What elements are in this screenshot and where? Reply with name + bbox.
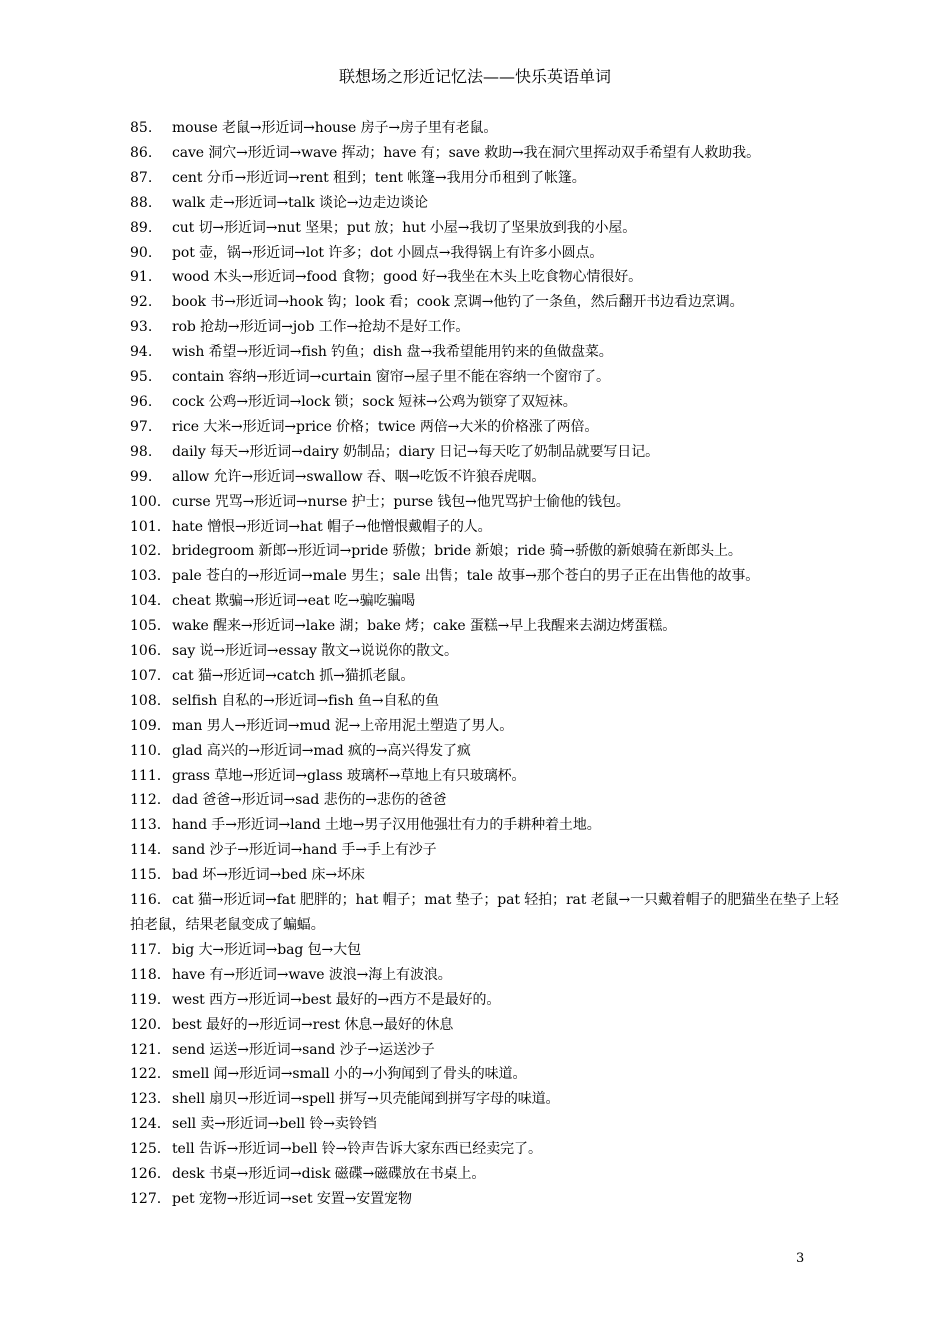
entry-text: man 男人→形近词→mud 泥→上帝用泥土塑造了男人。	[172, 717, 514, 734]
page-number: 3	[796, 1251, 805, 1266]
entry-text: shell 扇贝→形近词→spell 拼写→贝壳能闻到拼写字母的味道。	[172, 1091, 560, 1108]
entry-text: rice 大米→形近词→price 价格；twice 两倍→大米的价格涨了两倍。	[172, 418, 599, 435]
entry-text: have 有→形近词→wave 波浪→海上有波浪。	[172, 966, 452, 983]
entry-number: 98.	[130, 443, 153, 460]
entry-number: 125.	[130, 1141, 162, 1158]
entry-text: west 西方→形近词→best 最好的→西方不是最好的。	[172, 991, 501, 1008]
entry-number: 91.	[130, 269, 153, 286]
entry-number: 107.	[130, 667, 162, 684]
entry-text: cave 洞穴→形近词→wave 挥动；have 有；save 救助→我在洞穴里挥动双手希望有人救助我。	[172, 144, 760, 161]
entry-number: 113.	[130, 817, 162, 834]
entry-number: 97.	[130, 418, 153, 435]
entry-text: cock 公鸡→形近词→lock 锁；sock 短袜→公鸡为锁穿了双短袜。	[172, 393, 577, 410]
entry-text: glad 高兴的→形近词→mad 疯的→高兴得发了疯	[172, 742, 471, 759]
entry-text: walk 走→形近词→talk 谈论→边走边谈论	[172, 194, 428, 211]
entry-number: 121.	[130, 1041, 162, 1058]
entry-number: 122.	[130, 1066, 162, 1083]
entry-number: 108.	[130, 692, 162, 709]
list-item	[130, 764, 850, 789]
list-item	[130, 465, 850, 490]
list-item	[130, 1013, 850, 1038]
entry-text: desk 书桌→形近词→disk 磁碟→磁碟放在书桌上。	[172, 1166, 486, 1183]
entry-number: 118.	[130, 966, 162, 983]
list-item	[130, 290, 850, 315]
list-item	[130, 116, 850, 141]
list-item	[130, 1137, 850, 1162]
entry-number: 105.	[130, 618, 162, 635]
entry-number: 119.	[130, 991, 162, 1008]
entry-number: 99.	[130, 468, 153, 485]
list-item	[130, 863, 850, 888]
entry-number: 109.	[130, 717, 162, 734]
entry-number: 88.	[130, 194, 153, 211]
entry-text: sell 卖→形近词→bell 铃→卖铃铛	[172, 1116, 377, 1133]
list-item	[130, 838, 850, 863]
list-item	[130, 739, 850, 764]
entry-number: 94.	[130, 344, 153, 361]
entry-text: grass 草地→形近词→glass 玻璃杯→草地上有只玻璃杯。	[172, 767, 526, 784]
entry-text: curse 咒骂→形近词→nurse 护士；purse 钱包→他咒骂护士偷他的钱包。	[172, 493, 630, 510]
entry-text: pale 苍白的→形近词→male 男生；sale 出售；tale 故事→那个苍白的男子正在出售他的故事。	[172, 568, 760, 585]
entry-number: 123.	[130, 1091, 162, 1108]
entry-number: 126.	[130, 1166, 162, 1183]
entry-number: 85.	[130, 120, 153, 136]
list-item	[130, 714, 850, 739]
list-item	[130, 564, 850, 589]
list-item	[130, 788, 850, 813]
entry-number: 117.	[130, 941, 162, 958]
entry-text: smell 闻→形近词→small 小的→小狗闻到了骨头的味道。	[172, 1066, 527, 1083]
list-item	[130, 888, 850, 938]
entry-text: cut 切→形近词→nut 坚果；put 放；hut 小屋→我切了坚果放到我的小屋。	[172, 219, 637, 236]
entry-number: 120.	[130, 1016, 162, 1033]
list-item	[130, 440, 850, 465]
entry-text: book 书→形近词→hook 钩；look 看；cook 烹调→他钓了一条鱼，然后翻开书边看边烹调。	[172, 294, 744, 311]
entry-text: send 运送→形近词→sand 沙子→运送沙子	[172, 1041, 435, 1058]
entry-text: hate 憎恨→形近词→hat 帽子→他憎恨戴帽子的人。	[172, 518, 492, 535]
entry-text: daily 每天→形近词→dairy 奶制品；diary 日记→每天吃了奶制品就要写日记。	[172, 443, 659, 460]
list-item	[130, 1087, 850, 1112]
page-title: 联想场之形近记忆法——快乐英语单词	[338, 67, 611, 86]
entry-number: 96.	[130, 393, 153, 410]
list-item	[130, 1112, 850, 1137]
entry-text: allow 允许→形近词→swallow 吞、咽→吃饭不许狼吞虎咽。	[172, 468, 546, 485]
entry-number: 112.	[130, 792, 162, 809]
list-item	[130, 1038, 850, 1063]
list-item	[130, 216, 850, 241]
entry-number: 104.	[130, 593, 162, 610]
list-item	[130, 365, 850, 390]
entry-number: 106.	[130, 643, 162, 660]
list-item	[130, 938, 850, 963]
entry-number: 124.	[130, 1116, 162, 1133]
list-item	[130, 813, 850, 838]
entry-text: wish 希望→形近词→fish 钓鱼；dish 盘→我希望能用钓来的鱼做盘菜。	[172, 344, 613, 361]
entry-number: 92.	[130, 294, 153, 311]
list-item	[130, 515, 850, 540]
list-item	[130, 191, 850, 216]
entry-text: wake 醒来→形近词→lake 湖；bake 烤；cake 蛋糕→早上我醒来去湖边烤蛋糕。	[172, 618, 677, 635]
entry-number: 111.	[130, 767, 162, 784]
entry-number: 95.	[130, 369, 153, 386]
entry-text: pet 宠物→形近词→set 安置→安置宠物	[172, 1190, 412, 1207]
entry-text: cat 猫→形近词→fat 肥胖的；hat 帽子；mat 垫子；pat 轻拍；rat 老鼠→一只戴着帽子的肥猫坐在垫子上轻拍老鼠，结果老鼠变成了蝙蝠。	[130, 892, 839, 933]
entry-text: bridegroom 新郎→形近词→pride 骄傲；bride 新娘；ride 骑→骄傲的新娘骑在新郎头上。	[172, 543, 742, 560]
list-item	[130, 589, 850, 614]
entry-text: hand 手→形近词→land 土地→男子汉用他强壮有力的手耕种着土地。	[172, 817, 601, 834]
entry-text: cheat 欺骗→形近词→eat 吃→骗吃骗喝	[172, 593, 416, 610]
entry-number: 114.	[130, 842, 162, 859]
list-item	[130, 390, 850, 415]
list-item	[130, 315, 850, 340]
list-item	[130, 1062, 850, 1087]
entry-text: selfish 自私的→形近词→fish 鱼→自私的鱼	[172, 692, 440, 709]
list-item	[130, 415, 850, 440]
entry-number: 93.	[130, 319, 153, 336]
entry-text: say 说→形近词→essay 散文→说说你的散文。	[172, 643, 458, 660]
entry-text: pot 壶，锅→形近词→lot 许多；dot 小圆点→我得锅上有许多小圆点。	[172, 244, 604, 261]
list-item	[130, 1162, 850, 1187]
entry-number: 103.	[130, 568, 162, 585]
entry-number: 102.	[130, 543, 162, 560]
entry-number: 87.	[130, 169, 153, 186]
list-item	[130, 614, 850, 639]
entry-text: sand 沙子→形近词→hand 手→手上有沙子	[172, 842, 437, 859]
entry-text: dad 爸爸→形近词→sad 悲伤的→悲伤的爸爸	[172, 792, 447, 809]
entry-text: wood 木头→形近词→food 食物；good 好→我坐在木头上吃食物心情很好。	[172, 269, 643, 286]
list-item	[130, 241, 850, 266]
entry-number: 86.	[130, 144, 153, 161]
entry-number: 90.	[130, 244, 153, 261]
entry-number: 116.	[130, 892, 162, 909]
entry-text: big 大→形近词→bag 包→大包	[172, 941, 361, 958]
entry-number: 110.	[130, 742, 162, 759]
list-item	[130, 689, 850, 714]
entry-number: 127.	[130, 1190, 162, 1207]
entry-text: rob 抢劫→形近词→job 工作→抢劫不是好工作。	[172, 319, 470, 336]
list-item	[130, 1187, 850, 1212]
entry-text: mouse 老鼠→形近词→house 房子→房子里有老鼠。	[172, 120, 498, 136]
list-item	[130, 166, 850, 191]
entry-number: 101.	[130, 518, 162, 535]
entry-text: cent 分币→形近词→rent 租到；tent 帐篷→我用分币租到了帐篷。	[172, 169, 586, 186]
list-item	[130, 539, 850, 564]
entry-text: tell 告诉→形近词→bell 铃→铃声告诉大家东西已经卖完了。	[172, 1141, 542, 1158]
list-item	[130, 639, 850, 664]
entry-list	[130, 116, 850, 1212]
list-item	[130, 141, 850, 166]
entry-number: 100.	[130, 493, 162, 510]
entry-text: cat 猫→形近词→catch 抓→猫抓老鼠。	[172, 667, 415, 684]
list-item	[130, 265, 850, 290]
entry-text: bad 坏→形近词→bed 床→坏床	[172, 867, 365, 884]
list-item	[130, 988, 850, 1013]
list-item	[130, 490, 850, 515]
entry-text: contain 容纳→形近词→curtain 窗帘→屋子里不能在容纳一个窗帘了。	[172, 369, 610, 386]
entry-number: 115.	[130, 867, 162, 884]
entry-number: 89.	[130, 219, 153, 236]
entry-text: best 最好的→形近词→rest 休息→最好的休息	[172, 1016, 454, 1033]
list-item	[130, 963, 850, 988]
list-item	[130, 340, 850, 365]
list-item	[130, 664, 850, 689]
